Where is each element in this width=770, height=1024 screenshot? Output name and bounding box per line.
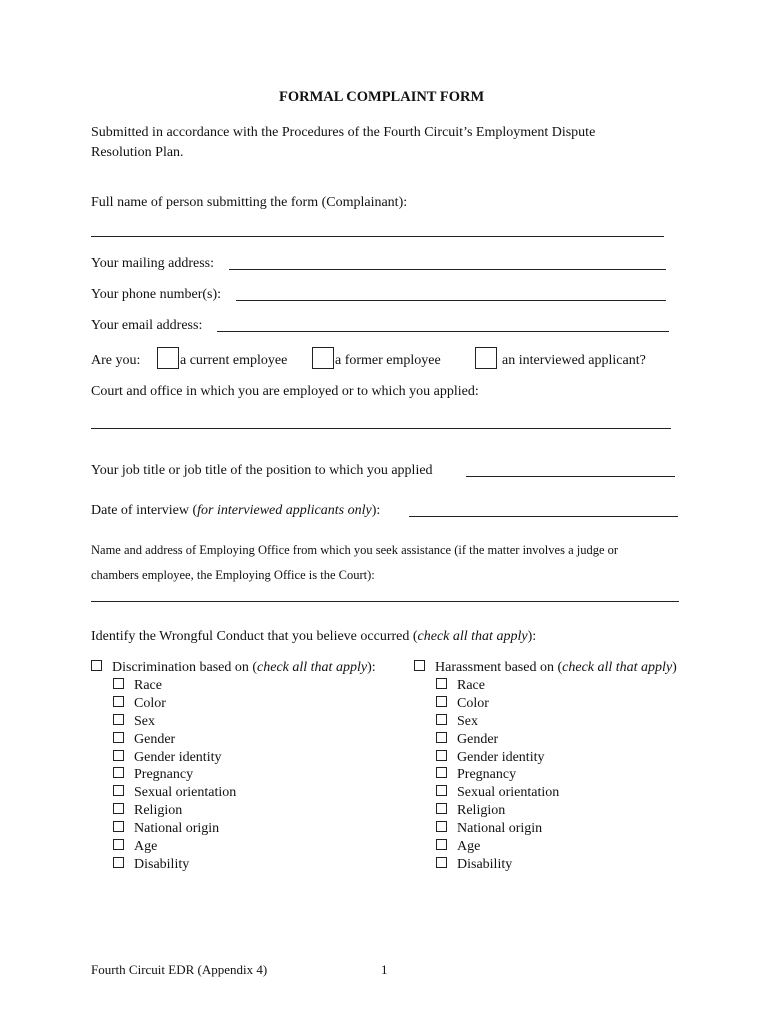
harassment-item-checkbox[interactable] [436,714,447,725]
discrimination-item[interactable] [113,713,236,731]
harassment-item-label: Color [457,695,489,711]
harassment-item-checkbox[interactable] [436,785,447,796]
email-label: Your email address: [91,318,203,333]
harassment-item-checkbox[interactable] [436,821,447,832]
harassment-item-label: Religion [457,803,506,819]
intro-line-2: Resolution Plan. [91,145,184,160]
intro-line-1: Submitted in accordance with the Procedures of the Fourth Circuit’s Employment Dispute [91,125,596,140]
discrimination-item-checkbox[interactable] [113,696,124,707]
harassment-item[interactable] [436,802,559,820]
discrimination-category-list [113,677,236,874]
current-employee-label: a current employee [180,353,288,368]
harassment-item[interactable] [436,749,559,767]
current-employee-checkbox[interactable] [157,347,179,369]
harassment-item-checkbox[interactable] [436,696,447,707]
interviewed-applicant-label: an interviewed applicant? [502,353,646,368]
discrimination-item[interactable] [113,749,236,767]
mailing-address-label: Your mailing address: [91,256,215,271]
discrimination-item-checkbox[interactable] [113,839,124,850]
form-title: FORMAL COMPLAINT FORM [279,89,485,105]
discrimination-item[interactable] [113,838,236,856]
discrimination-item-label: Disability [134,856,190,872]
full-name-field[interactable] [91,236,664,237]
harassment-item-checkbox[interactable] [436,732,447,743]
harassment-item-label: Gender [457,731,499,747]
discrimination-item-label: Age [134,839,158,855]
discrimination-item-checkbox[interactable] [113,678,124,689]
discrimination-item-checkbox[interactable] [113,857,124,868]
harassment-category-list [436,677,559,874]
discrimination-item-checkbox[interactable] [113,785,124,796]
harassment-item[interactable] [436,820,559,838]
interviewed-applicant-checkbox[interactable] [475,347,497,369]
discrimination-item-checkbox[interactable] [113,821,124,832]
harassment-item-label: National origin [457,821,543,837]
harassment-item[interactable] [436,784,559,802]
job-title-field[interactable] [466,476,675,477]
harassment-item[interactable] [436,838,559,856]
court-office-field[interactable] [91,428,671,429]
former-employee-label: a former employee [335,353,441,368]
discrimination-item[interactable] [113,856,236,874]
harassment-item-label: Disability [457,856,513,872]
harassment-heading: Harassment based on (check all that apply) [414,660,677,676]
harassment-item-label: Gender identity [457,749,545,765]
footer-label: Fourth Circuit EDR (Appendix 4) [91,962,268,977]
harassment-item-label: Age [457,839,481,855]
harassment-item[interactable] [436,677,559,695]
employing-office-field[interactable] [91,601,679,602]
discrimination-item[interactable] [113,766,236,784]
harassment-item-checkbox[interactable] [436,803,447,814]
phone-field[interactable] [236,300,666,301]
harassment-item-checkbox[interactable] [436,750,447,761]
discrimination-item-label: Religion [134,803,183,819]
harassment-item[interactable] [436,766,559,784]
discrimination-item-checkbox[interactable] [113,714,124,725]
employing-office-line-1: Name and address of Employing Office from which you seek assistance (if the matter involves a judge or [91,543,619,557]
harassment-item[interactable] [436,695,559,713]
discrimination-item-checkbox[interactable] [113,732,124,743]
discrimination-item-checkbox[interactable] [113,767,124,778]
harassment-item-label: Sex [457,713,478,729]
discrimination-item-label: Sex [134,713,155,729]
mailing-address-field[interactable] [229,269,666,270]
harassment-item[interactable] [436,713,559,731]
harassment-item-label: Pregnancy [457,767,517,783]
wrongful-conduct-prompt: Identify the Wrongful Conduct that you believe occurred (check all that apply): [91,629,537,644]
harassment-item-label: Race [457,678,485,693]
discrimination-item-label: Color [134,695,166,711]
email-field[interactable] [217,331,669,332]
harassment-checkbox[interactable] [414,660,425,671]
are-you-label: Are you: [91,353,141,368]
discrimination-item[interactable] [113,820,236,838]
harassment-item[interactable] [436,731,559,749]
former-employee-checkbox[interactable] [312,347,334,369]
court-office-label: Court and office in which you are employed or to which you applied: [91,384,479,399]
discrimination-item[interactable] [113,677,236,695]
harassment-item-checkbox[interactable] [436,767,447,778]
discrimination-item-checkbox[interactable] [113,803,124,814]
discrimination-item-label: National origin [134,821,220,837]
discrimination-item-label: Gender [134,731,176,747]
discrimination-item[interactable] [113,695,236,713]
phone-label: Your phone number(s): [91,287,222,302]
job-title-label: Your job title or job title of the position to which you applied [91,463,433,478]
harassment-item-label: Sexual orientation [457,785,560,801]
full-name-label: Full name of person submitting the form (Complainant): [91,195,408,210]
discrimination-checkbox[interactable] [91,660,102,671]
discrimination-item-label: Sexual orientation [134,785,237,801]
date-interview-label: Date of interview (for interviewed applicants only): [91,503,381,518]
harassment-item-checkbox[interactable] [436,678,447,689]
discrimination-item-label: Race [134,678,162,693]
harassment-item[interactable] [436,856,559,874]
discrimination-item-label: Gender identity [134,749,222,765]
discrimination-item[interactable] [113,731,236,749]
harassment-item-checkbox[interactable] [436,857,447,868]
discrimination-item-checkbox[interactable] [113,750,124,761]
date-interview-field[interactable] [409,516,678,517]
discrimination-heading: Discrimination based on (check all that apply): [91,660,376,676]
discrimination-item-label: Pregnancy [134,767,194,783]
page-number: 1 [381,962,388,977]
discrimination-item[interactable] [113,784,236,802]
employing-office-line-2: chambers employee, the Employing Office is the Court): [91,568,375,582]
discrimination-item[interactable] [113,802,236,820]
harassment-item-checkbox[interactable] [436,839,447,850]
